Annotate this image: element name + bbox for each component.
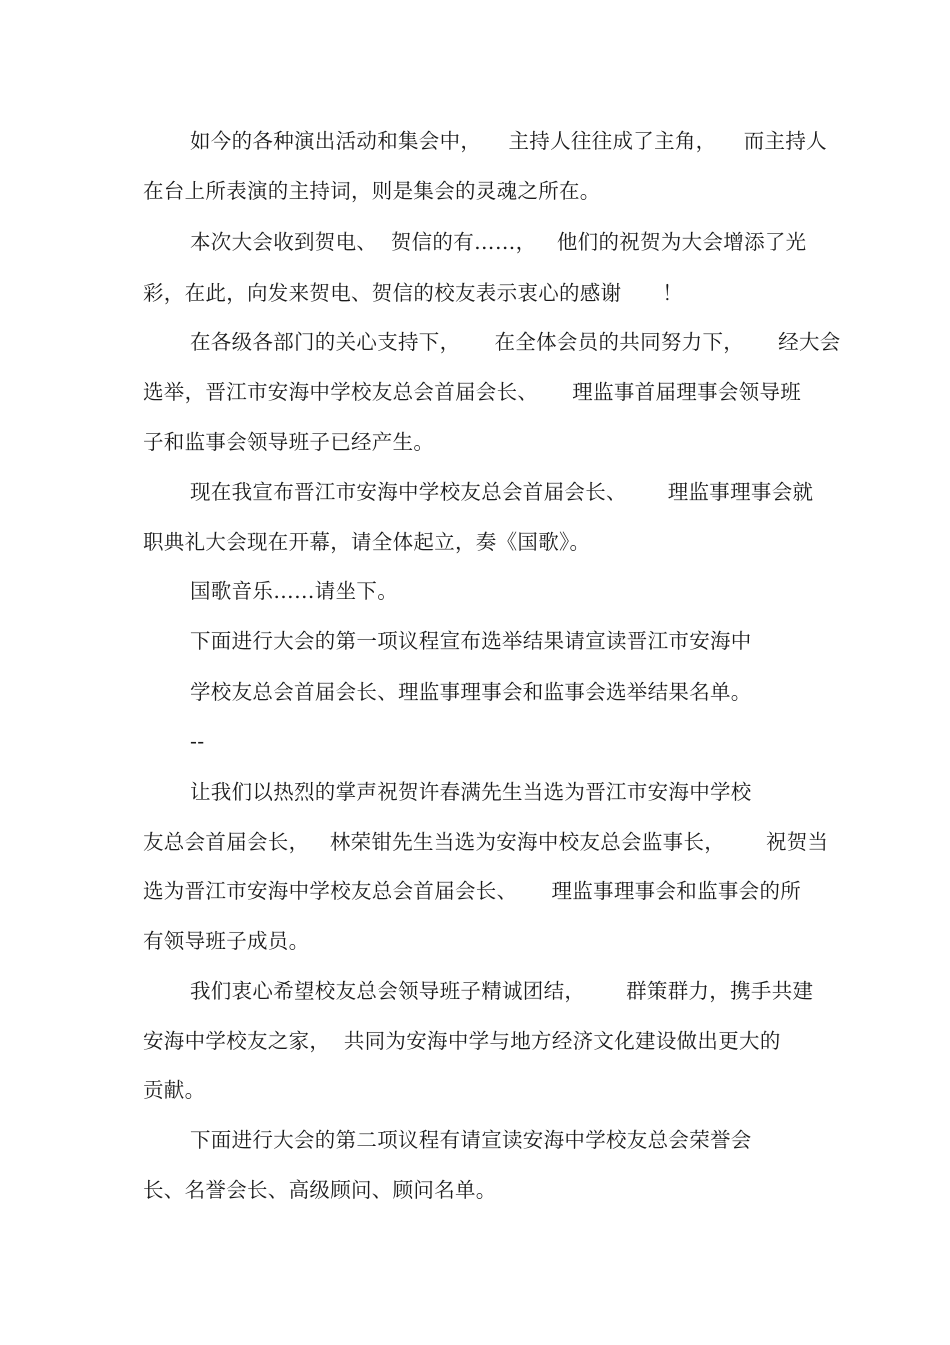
text-line: 子和监事会领导班子已经产生。: [143, 430, 435, 454]
text-line: --: [190, 729, 205, 753]
text-line: 现在我宣布晋江市安海中学校友总会首届会长、 理监事理事会就: [190, 480, 814, 504]
text-line: 让我们以热烈的掌声祝贺许春满先生当选为晋江市安海中学校: [190, 780, 752, 804]
text-line: 选为晋江市安海中学校友总会首届会长、 理监事理事会和监事会的所: [143, 879, 802, 903]
text-line: 我们衷心希望校友总会领导班子精诚团结， 群策群力，携手共建: [190, 979, 814, 1003]
text-line: 安海中学校友之家， 共同为安海中学与地方经济文化建设做出更大的: [143, 1029, 781, 1053]
text-line: 有领导班子成员。: [143, 929, 310, 953]
text-line: 本次大会收到贺电、 贺信的有……， 他们的祝贺为大会增添了光: [190, 230, 807, 254]
text-line: 国歌音乐……请坐下。: [190, 579, 398, 603]
text-line: 如今的各种演出活动和集会中， 主持人往往成了主角， 而主持人: [190, 129, 827, 153]
text-line: 彩，在此，向发来贺电、贺信的校友表示衷心的感谢 ！: [143, 281, 684, 305]
text-line: 在各级各部门的关心支持下， 在全体会员的共同努力下， 经大会: [190, 330, 841, 354]
text-line: 下面进行大会的第一项议程宣布选举结果请宣读晋江市安海中: [190, 629, 752, 653]
text-line: 下面进行大会的第二项议程有请宣读安海中学校友总会荣誉会: [190, 1128, 752, 1152]
text-line: 学校友总会首届会长、理监事理事会和监事会选举结果名单。: [190, 680, 752, 704]
text-line: 选举，晋江市安海中学校友总会首届会长、 理监事首届理事会领导班: [143, 380, 802, 404]
text-line: 职典礼大会现在开幕，请全体起立，奏《国歌》。: [143, 530, 591, 554]
text-line: 长、名誉会长、高级顾问、顾问名单。: [143, 1178, 497, 1202]
text-line: 友总会首届会长， 林荣钳先生当选为安海中校友总会监事长， 祝贺当: [143, 830, 829, 854]
text-line: 在台上所表演的主持词，则是集会的灵魂之所在。: [143, 179, 601, 203]
text-line: 贡献。: [143, 1078, 206, 1102]
